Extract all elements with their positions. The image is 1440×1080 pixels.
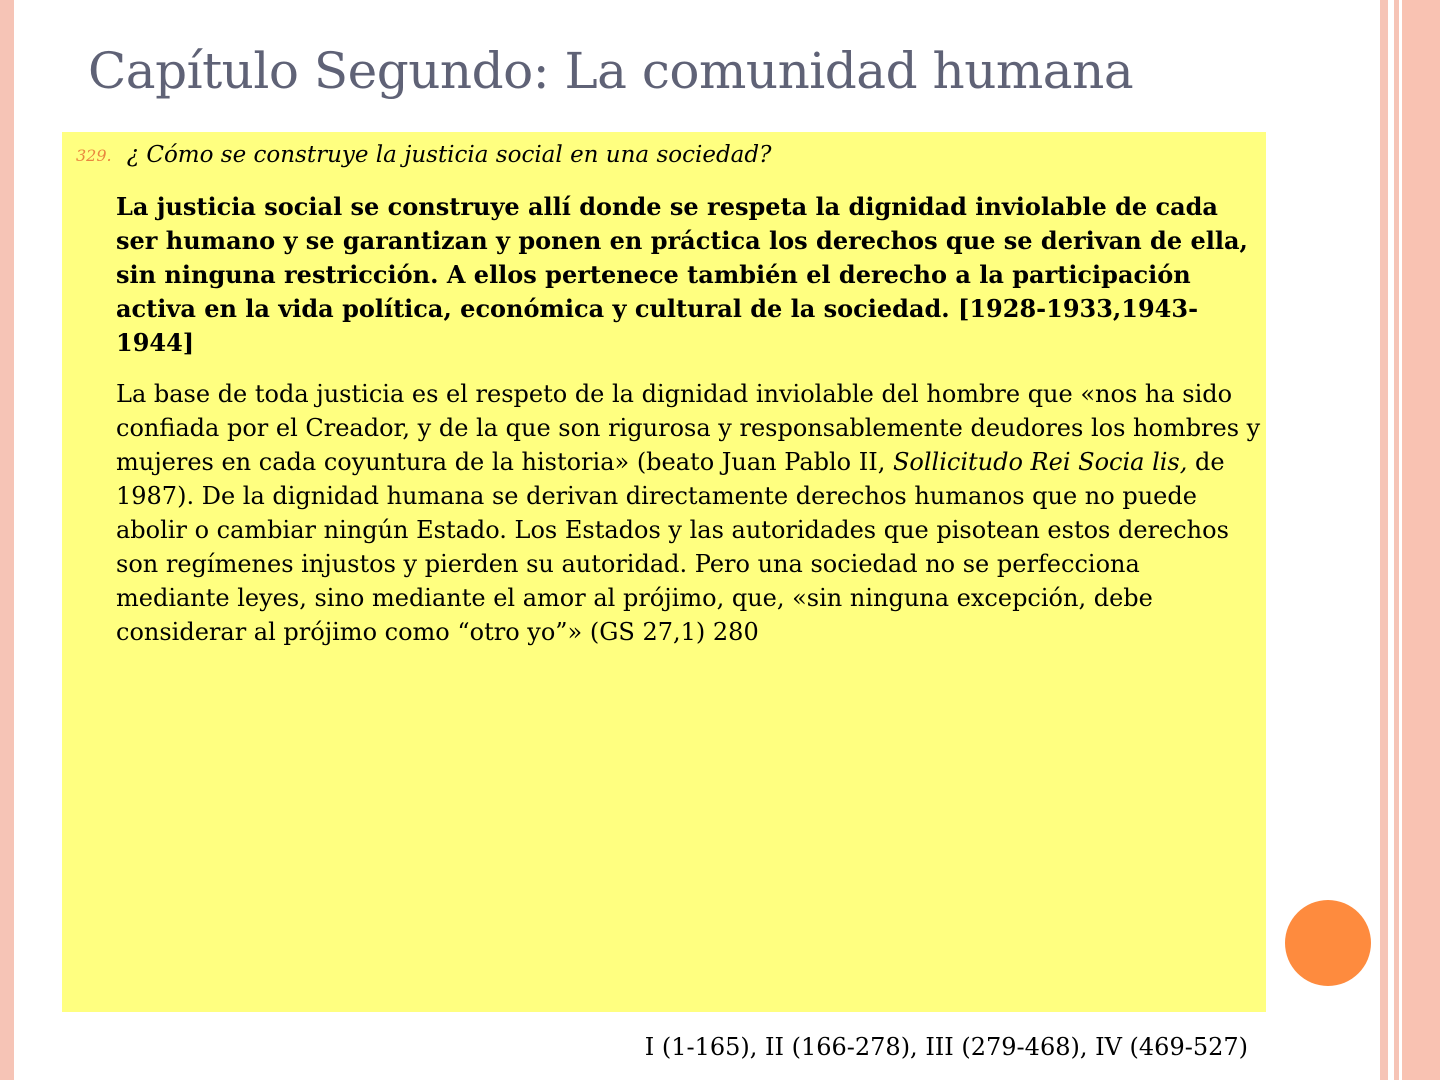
question-row	[76, 142, 771, 168]
right-decorative-stripes	[1380, 0, 1440, 1080]
content-box	[62, 132, 1266, 1012]
right-stripe	[1402, 0, 1440, 1080]
slide-title: Capítulo Segundo: La comunidad humana	[88, 42, 1134, 100]
section-ranges-footer: I (1-165), II (166-278), III (279-468), IV (469-527)	[644, 1033, 1248, 1061]
question-text: ¿ Cómo se construye la justicia social en una sociedad?	[126, 142, 772, 168]
citation-title: Sollicitudo Rei Socia lis,	[892, 448, 1188, 476]
commentary-paragraph	[116, 377, 1261, 649]
commentary-text: de 1987). De la dignidad humana se derivan directamente derechos humanos que no puede abolir o cambiar ningún Estado. Los Estados y las autoridades que pisotean estos derechos son regímenes injustos y pierden su autoridad. Pero una sociedad no se perfecciona mediante leyes, sino mediante el amor al prójimo, que, «sin ninguna excepción, debe considerar al prójimo como “otro yo”» (GS 27,1)	[116, 448, 1229, 646]
left-decorative-stripe	[0, 0, 14, 1080]
right-stripe	[1380, 0, 1388, 1080]
question-number: 329.	[76, 145, 112, 165]
answer-paragraph: La justicia social se construye allí donde se respeta la dignidad inviolable de cada ser humano y se garantizan y ponen en práctica los derechos que se derivan de ella, sin ninguna restricción. A ellos pertenece también el derecho a la participación activa en la vida política, económica y cultural de la sociedad. [1928-1933,1943-1944]	[116, 192, 1248, 357]
commentary-text: La base de toda justicia es el respeto de la dignidad inviolable del hombre que «nos ha sido confiada por el Creador, y de la que son rigurosa y responsablemente deudores los hombres y mujeres en cada coyuntura de la historia» (beato Juan Pablo II,	[116, 380, 1261, 476]
reference-number: 280	[712, 618, 759, 646]
orange-circle-decoration	[1285, 900, 1371, 986]
